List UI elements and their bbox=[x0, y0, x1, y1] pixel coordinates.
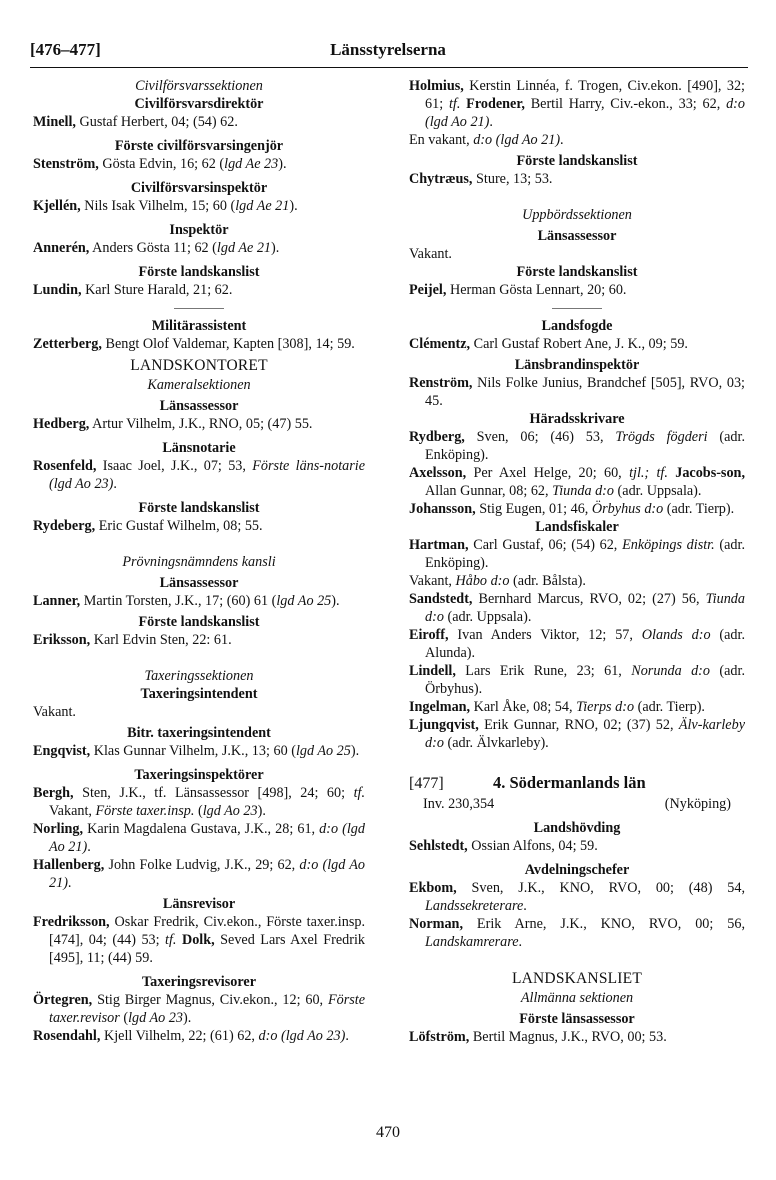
section-title: Kameralsektionen bbox=[147, 377, 251, 393]
entry-text: Erik Arne, J.K., KNO, RVO, 00; 56, bbox=[463, 916, 745, 932]
entry-name: Jacobs-son, bbox=[667, 465, 745, 481]
heading: Länsassessor bbox=[537, 228, 617, 244]
entry-italic: Trögds fögderi bbox=[615, 429, 708, 445]
entry-text: Carl Gustaf, 06; (54) 62, bbox=[468, 537, 623, 553]
heading: Länsbrandinspektör bbox=[514, 357, 640, 373]
heading: Militärassistent bbox=[151, 318, 247, 334]
entry bbox=[33, 1027, 365, 1045]
right-column bbox=[409, 77, 745, 1046]
entry-text: Isaac Joel, J.K., 07; 53, bbox=[96, 458, 253, 474]
entry-text: Vakant. bbox=[33, 704, 76, 720]
entry-name: Hallenberg, bbox=[33, 857, 105, 873]
inhabitants: Inv. 230,354 bbox=[423, 796, 495, 812]
entry-text: Karl Edvin Sten, 22: 61. bbox=[90, 632, 232, 648]
entry-name: Sandstedt, bbox=[409, 591, 473, 607]
entry-italic: Tiunda d:o bbox=[552, 483, 614, 499]
entry-italic: d:o (lgd Ao 23) bbox=[258, 1028, 346, 1044]
entry bbox=[33, 856, 365, 892]
heading: Bitr. taxeringsintendent bbox=[127, 725, 271, 741]
entry-italic: lgd Ao 23 bbox=[202, 803, 258, 819]
entry bbox=[33, 113, 365, 131]
section-title: Prövningsnämndens kansli bbox=[122, 554, 276, 570]
entry-name: Löfström, bbox=[409, 1029, 470, 1045]
county-heading bbox=[409, 774, 745, 793]
heading: Länsassessor bbox=[159, 398, 239, 414]
heading: Civilförsvarsdirektör bbox=[134, 96, 264, 112]
entry bbox=[409, 572, 745, 590]
entry-name: Ljungqvist, bbox=[409, 717, 479, 733]
entry bbox=[33, 197, 365, 215]
entry-text: Gösta Edvin, 16; 62 ( bbox=[98, 156, 225, 172]
county-page-ref: [477] bbox=[409, 775, 444, 792]
entry bbox=[409, 626, 745, 662]
entry-tail: ). bbox=[271, 240, 280, 256]
entry-italic: lgd Ao 23 bbox=[128, 1010, 183, 1026]
divider bbox=[174, 308, 224, 309]
entry-italic: d:o (lgd Ao 21) bbox=[425, 96, 745, 130]
entry-text: Nils Isak Vilhelm, 15; 60 ( bbox=[80, 198, 236, 214]
entry-name: Stenström, bbox=[33, 156, 99, 172]
entry-text: Erik Gunnar, RNO, 02; (37) 52, bbox=[478, 717, 679, 733]
entry-name: Lindell, bbox=[409, 663, 456, 679]
entry-text: Artur Vilhelm, J.K., RNO, 05; (47) 55. bbox=[89, 416, 313, 432]
entry-name: Clémentz, bbox=[409, 336, 471, 352]
entry-italic: Tierps d:o bbox=[576, 699, 635, 715]
entry-italic: tjl.; tf. bbox=[629, 465, 668, 481]
entry-name: Norling, bbox=[33, 821, 84, 837]
entry-text: Vakant, bbox=[49, 803, 96, 819]
entry bbox=[409, 662, 745, 698]
entry-text: Kjell Vilhelm, 22; (61) 62, bbox=[100, 1028, 259, 1044]
entry-tail: ). bbox=[278, 156, 287, 172]
entry-name: Bergh, bbox=[33, 785, 74, 801]
entry bbox=[33, 592, 365, 610]
heading: Landsfogde bbox=[541, 318, 613, 334]
entry bbox=[33, 991, 365, 1027]
entry bbox=[409, 698, 745, 716]
entry-italic: Landssekreterare bbox=[425, 898, 524, 914]
entry-tail: ). bbox=[289, 198, 298, 214]
entry-name: Dolk, bbox=[176, 932, 215, 948]
entry bbox=[409, 335, 745, 353]
entry-tail: . bbox=[67, 875, 72, 891]
entry-tail: . bbox=[489, 114, 493, 130]
entry-tail: . bbox=[560, 132, 564, 148]
heading: Förste landskanslist bbox=[516, 153, 638, 169]
entry-text: Eric Gustaf Wilhelm, 08; 55. bbox=[95, 518, 263, 534]
entry-tail: (adr. Örbyhus). bbox=[425, 663, 746, 697]
entry bbox=[33, 281, 365, 299]
entry-name: Rosendahl, bbox=[33, 1028, 101, 1044]
entry-text: Sven, J.K., KNO, RVO, 00; (48) 54, bbox=[456, 880, 745, 896]
entry-italic: Enköpings distr. bbox=[622, 537, 715, 553]
entry bbox=[33, 631, 365, 649]
entry-italic: Landskamrerare bbox=[425, 934, 519, 950]
entry-name: Sehlstedt, bbox=[409, 838, 468, 854]
heading: Förste landskanslist bbox=[138, 614, 260, 630]
header-rule bbox=[30, 67, 748, 68]
heading: Inspektör bbox=[169, 222, 229, 238]
entry-text: Kerstin Linnéa, f. Trogen, Civ.ekon. [490], 32; 61; bbox=[425, 78, 745, 112]
entry-tail: . bbox=[345, 1028, 349, 1044]
entry-name: Zetterberg, bbox=[33, 336, 102, 352]
entry-text: Per Axel Helge, 20; 60, bbox=[466, 465, 630, 481]
entry bbox=[33, 703, 365, 721]
entry-text: Herman Gösta Lennart, 20; 60. bbox=[446, 282, 627, 298]
entry-tail: Seved Lars Axel Fredrik [495], 11; (44) 59. bbox=[49, 932, 365, 966]
left-column bbox=[33, 77, 365, 1045]
entry-text: Sven, 06; (46) 53, bbox=[464, 429, 616, 445]
entry-italic: lgd Ae 21 bbox=[216, 240, 272, 256]
heading: Landshövding bbox=[533, 820, 621, 836]
entry bbox=[33, 155, 365, 173]
entry-text: Bertil Magnus, J.K., RVO, 00; 53. bbox=[469, 1029, 667, 1045]
entry-name: Ekbom, bbox=[409, 880, 457, 896]
entry-text: En vakant, bbox=[409, 132, 474, 148]
entry-text: Karl Sture Harald, 21; 62. bbox=[81, 282, 233, 298]
entry-italic: Förste taxer.insp. bbox=[95, 803, 195, 819]
section-title: Civilförsvarssektionen bbox=[135, 78, 263, 94]
entry-text: ( bbox=[119, 1010, 129, 1026]
heading: Landsfiskaler bbox=[535, 519, 619, 535]
entry bbox=[33, 517, 365, 535]
entry-text: Karin Magdalena Gustava, J.K., 28; 61, bbox=[83, 821, 320, 837]
entry-name: Rosenfeld, bbox=[33, 458, 97, 474]
entry-name: Hartman, bbox=[409, 537, 469, 553]
entry-text: Carl Gustaf Robert Ane, J. K., 09; 59. bbox=[470, 336, 688, 352]
entry-italic: lgd Ae 23 bbox=[224, 156, 279, 172]
entry-text: Anders Gösta 11; 62 ( bbox=[89, 240, 217, 256]
entry-tail: ). bbox=[183, 1010, 192, 1026]
entry bbox=[409, 716, 745, 752]
entry bbox=[409, 1028, 745, 1046]
entry-name: Eiroff, bbox=[409, 627, 449, 643]
section-title: LANDSKANSLIET bbox=[511, 970, 643, 987]
entry-italic: d:o (lgd Ao 21) bbox=[49, 821, 365, 855]
page-range-ref: [476–477] bbox=[30, 40, 101, 59]
entry-tail: . bbox=[87, 839, 91, 855]
entry-tail: ). bbox=[257, 803, 266, 819]
entry bbox=[409, 374, 745, 410]
entry-text: John Folke Ludvig, J.K., 29; 62, bbox=[104, 857, 300, 873]
entry-name: Rydberg, bbox=[409, 429, 465, 445]
entry-name: Rydeberg, bbox=[33, 518, 96, 534]
heading: Civilförsvarsinspektör bbox=[130, 180, 268, 196]
entry-name: Frodener, bbox=[460, 96, 525, 112]
entry-tail: ). bbox=[331, 593, 340, 609]
entry bbox=[33, 820, 365, 856]
entry-italic: Örbyhus d:o bbox=[591, 501, 664, 517]
entry-text: Oskar Fredrik, Civ.ekon., Förste taxer.insp. [474], 04; (44) 53; bbox=[49, 914, 365, 948]
entry-tail: . bbox=[113, 476, 117, 492]
entry-text: Sture, 13; 53. bbox=[472, 171, 553, 187]
entry-text: Stig Birger Magnus, Civ.ekon., 12; 60, bbox=[92, 992, 328, 1008]
entry-italic: d:o (lgd Ao 21) bbox=[473, 132, 561, 148]
entry-text: Vakant, bbox=[409, 573, 456, 589]
section-title: Taxeringssektionen bbox=[144, 668, 254, 684]
entry-name: Peijel, bbox=[409, 282, 447, 298]
entry-tail: (adr. Tierp). bbox=[663, 501, 735, 517]
entry bbox=[33, 784, 365, 820]
entry-tail: (adr. Uppsala). bbox=[443, 609, 532, 625]
entry bbox=[409, 837, 745, 855]
entry-name: Holmius, bbox=[409, 78, 464, 94]
heading: Förste landskanslist bbox=[138, 264, 260, 280]
entry bbox=[409, 245, 745, 263]
entry-tail: . bbox=[523, 898, 527, 914]
entry bbox=[409, 131, 745, 149]
entry-text: Bernhard Marcus, RVO, 02; (27) 56, bbox=[472, 591, 706, 607]
entry-tail: (adr. Enköping). bbox=[425, 429, 745, 463]
entry-text: ( bbox=[194, 803, 203, 819]
entry-tail: ). bbox=[350, 743, 360, 759]
entry bbox=[409, 281, 745, 299]
entry-tail: (adr. Alunda). bbox=[425, 627, 745, 661]
entry-text: Nils Folke Junius, Brandchef [505], RVO, 03; 45. bbox=[425, 375, 745, 409]
entry-text: Lars Erik Rune, 23; 61, bbox=[455, 663, 632, 679]
entry-name: Kjellén, bbox=[33, 198, 81, 214]
section-title: Allmänna sektionen bbox=[520, 990, 634, 1006]
entry bbox=[33, 913, 365, 967]
entry-italic: Förste läns-notarie (lgd Ao 23) bbox=[49, 458, 365, 492]
entry-name: Chytræus, bbox=[409, 171, 473, 187]
entry-italic: Norunda d:o bbox=[631, 663, 711, 679]
entry-tail: (adr. Uppsala). bbox=[614, 483, 702, 499]
heading: Förste civilförsvarsingenjör bbox=[114, 138, 284, 154]
heading: Förste landskanslist bbox=[516, 264, 638, 280]
entry-text: Ossian Alfons, 04; 59. bbox=[467, 838, 598, 854]
entry bbox=[33, 415, 365, 433]
heading: Häradsskrivare bbox=[529, 411, 625, 427]
entry-italic: tf. bbox=[353, 785, 365, 801]
heading: Taxeringsintendent bbox=[140, 686, 258, 702]
entry-name: Engqvist, bbox=[33, 743, 91, 759]
entry-italic: Förste taxer.revisor bbox=[49, 992, 365, 1026]
entry-italic: lgd Ao 25 bbox=[276, 593, 332, 609]
entry-text: Vakant. bbox=[409, 246, 452, 262]
entry-text: Stig Eugen, 01; 46, bbox=[475, 501, 592, 517]
entry-name: Minell, bbox=[33, 114, 76, 130]
entry bbox=[33, 335, 365, 353]
entry-name: Axelsson, bbox=[409, 465, 467, 481]
entry bbox=[409, 428, 745, 464]
entry bbox=[33, 239, 365, 257]
entry-italic: Tiunda d:o bbox=[425, 591, 745, 625]
entry-name: Fredriksson, bbox=[33, 914, 110, 930]
entry-text: Allan Gunnar, 08; 62, bbox=[425, 483, 553, 499]
entry bbox=[33, 457, 365, 493]
heading: Länsnotarie bbox=[162, 440, 236, 456]
entry-text: Bengt Olof Valdemar, Kapten [308], 14; 59. bbox=[101, 336, 355, 352]
heading: Förste länsassessor bbox=[519, 1011, 635, 1027]
entry-name: Annerén, bbox=[33, 240, 90, 256]
entry-tail: . bbox=[518, 934, 523, 950]
entry bbox=[409, 500, 745, 518]
entry-name: Örtegren, bbox=[33, 992, 93, 1008]
section-title: Uppbördssektionen bbox=[522, 207, 632, 223]
entry-text: Sten, J.K., tf. Länsassessor [498], 24; 60; bbox=[73, 785, 354, 801]
entry-name: Johansson, bbox=[409, 501, 476, 517]
entry-tail: (adr. Älvkarleby). bbox=[443, 735, 549, 751]
entry-italic: Håbo d:o bbox=[455, 573, 510, 589]
entry-text: Klas Gunnar Vilhelm, J.K., 13; 60 ( bbox=[90, 743, 296, 759]
entry-italic: d:o (lgd Ao 21) bbox=[49, 857, 366, 891]
entry-name: Norman, bbox=[409, 916, 463, 932]
entry-name: Lundin, bbox=[33, 282, 82, 298]
entry-tail: (adr. Bålsta). bbox=[509, 573, 586, 589]
entry-tail: (adr. Tierp). bbox=[634, 699, 705, 715]
running-title: Länsstyrelserna bbox=[330, 40, 446, 59]
heading: Länsassessor bbox=[159, 575, 239, 591]
entry-italic: lgd Ao 25 bbox=[295, 743, 351, 759]
entry-name: Ingelman, bbox=[409, 699, 471, 715]
section-title: LANDSKONTORET bbox=[130, 357, 268, 374]
entry bbox=[409, 590, 745, 626]
entry-name: Renström, bbox=[409, 375, 473, 391]
entry bbox=[409, 77, 745, 131]
entry bbox=[409, 915, 745, 951]
entry-text: Martin Torsten, J.K., 17; (60) 61 ( bbox=[80, 593, 277, 609]
county-info bbox=[409, 795, 745, 813]
entry-italic: Olands d:o bbox=[641, 627, 711, 643]
heading: Länsrevisor bbox=[162, 896, 236, 912]
heading: Taxeringsinspektörer bbox=[134, 767, 264, 783]
entry-italic: Älv-karleby d:o bbox=[425, 717, 745, 751]
entry-italic: tf. bbox=[165, 932, 177, 948]
entry bbox=[409, 536, 745, 572]
entry-text: Bertil Harry, Civ.-ekon., 33; 62, bbox=[524, 96, 727, 112]
county-seat: (Nyköping) bbox=[664, 796, 731, 812]
entry-tail: (adr. Enköping). bbox=[425, 537, 745, 571]
entry bbox=[409, 170, 745, 188]
heading: Avdelningschefer bbox=[524, 862, 630, 878]
entry-text: Gustaf Herbert, 04; (54) 62. bbox=[75, 114, 238, 130]
county-title: 4. Södermanlands län bbox=[493, 773, 646, 792]
entry-italic: tf. bbox=[448, 96, 461, 112]
entry bbox=[409, 879, 745, 915]
entry-name: Hedberg, bbox=[33, 416, 90, 432]
entry-name: Eriksson, bbox=[33, 632, 91, 648]
entry-italic: lgd Ae 21 bbox=[235, 198, 290, 214]
entry-name: Lanner, bbox=[33, 593, 81, 609]
entry-text: Ivan Anders Viktor, 12; 57, bbox=[448, 627, 642, 643]
entry bbox=[409, 464, 745, 500]
divider bbox=[552, 308, 602, 309]
entry bbox=[33, 742, 365, 760]
entry-text: Karl Åke, 08; 54, bbox=[470, 699, 577, 715]
page-number: 470 bbox=[376, 1124, 400, 1141]
heading: Förste landskanslist bbox=[138, 500, 260, 516]
heading: Taxeringsrevisorer bbox=[141, 974, 256, 990]
